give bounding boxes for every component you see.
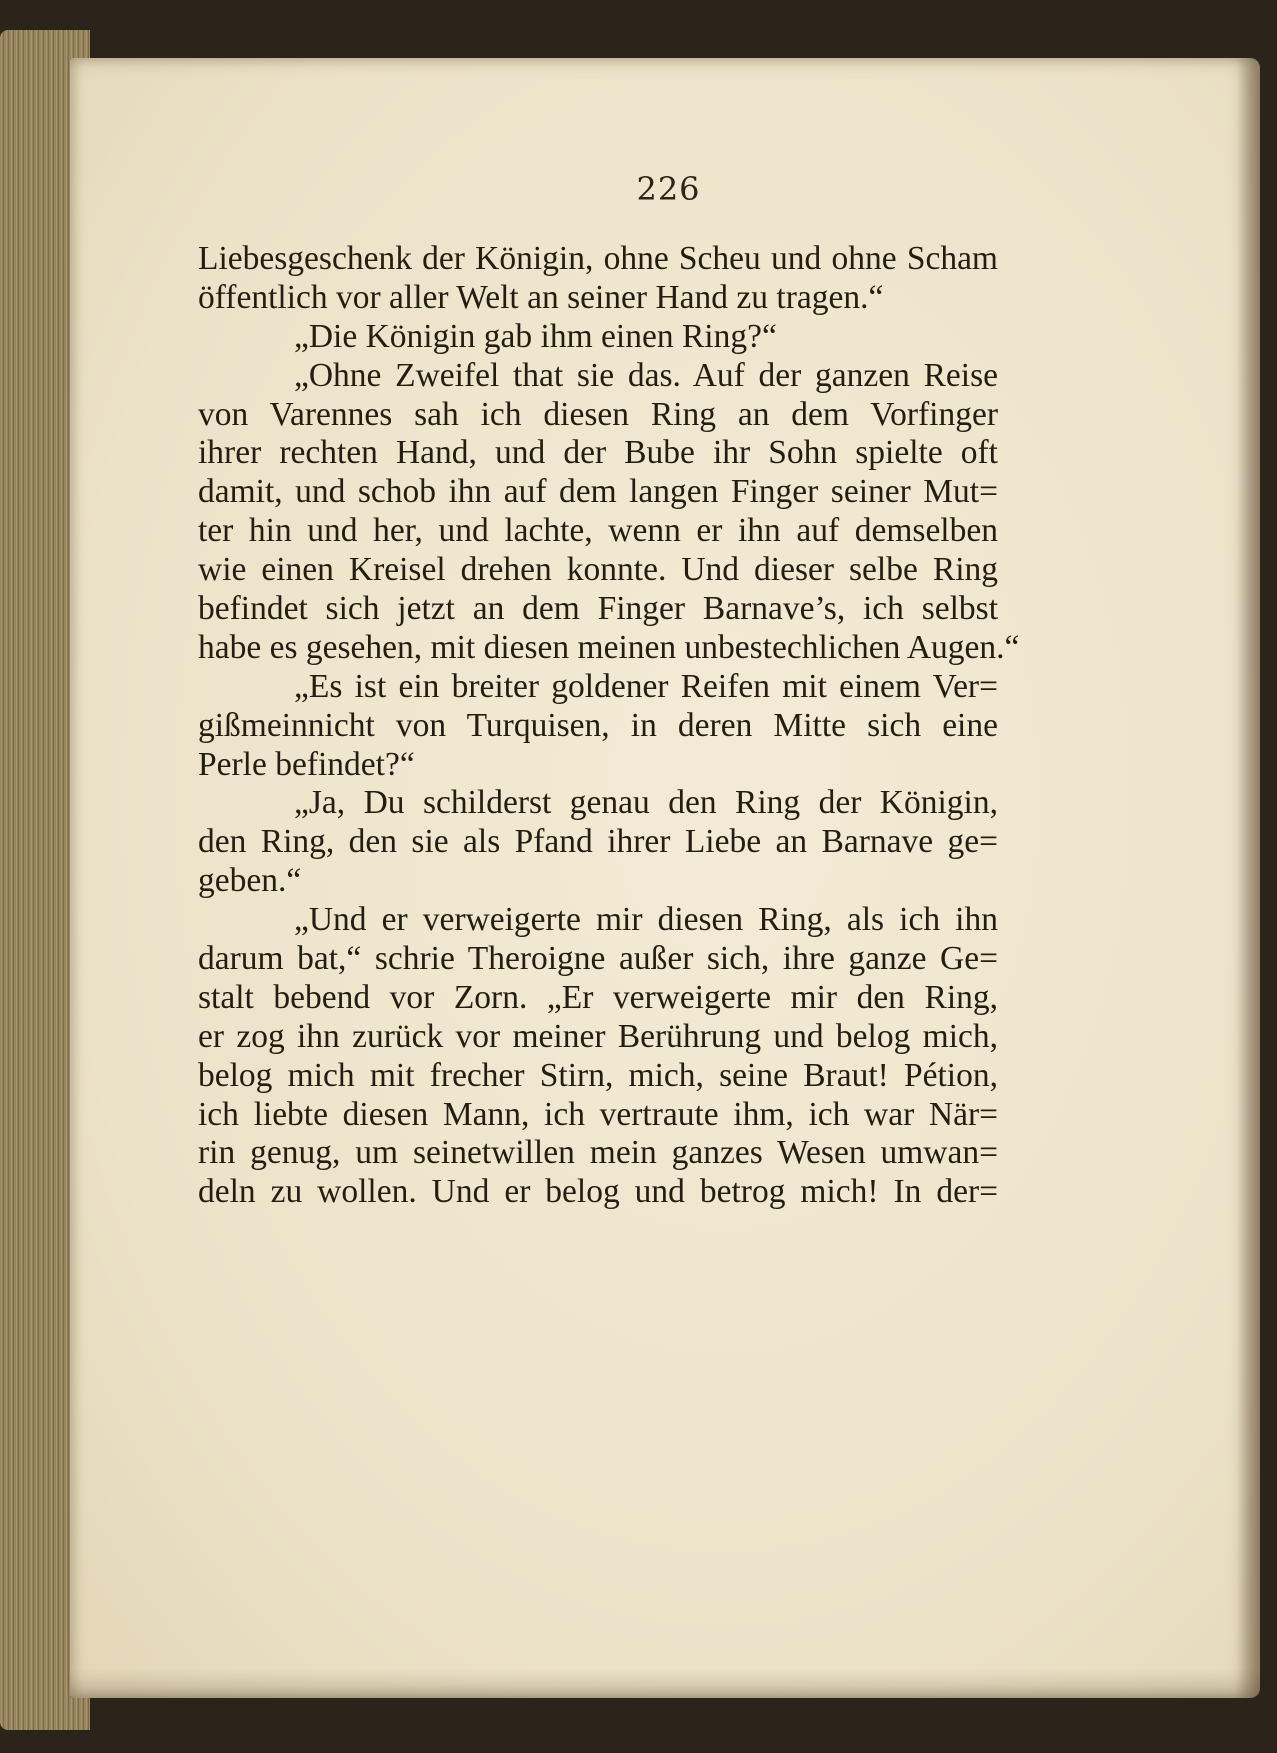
page-number: 226 [636,170,701,208]
text-line: Liebesgeschenk der Königin, ohne Scheu und ohne Scham [198,240,998,277]
text-line: von Varennes sah ich diesen Ring an dem Vorfinger [198,395,998,433]
text-line: „Die Königin gab ihm einen Ring?“ [294,317,777,355]
text-line: darum bat,“ schrie Theroigne außer sich, ihre ganze Ge= [198,940,998,978]
text-line: Perle befindet?“ [198,745,415,783]
text-line: er zog ihn zurück vor meiner Berührung und belog mich, [198,1017,998,1055]
text-line: gißmeinnicht von Turquisen, in deren Mitte sich eine [198,706,998,744]
text-line: öffentlich vor aller Welt an seiner Hand zu tragen.“ [198,278,884,316]
text-line: stalt bebend vor Zorn. „Er verweigerte mir den Ring, [198,978,998,1016]
text-line: ter hin und her, und lachte, wenn er ihn auf demselben [198,512,998,550]
text-line: wie einen Kreisel drehen konnte. Und dieser selbe Ring [198,551,998,589]
text-line: „Ja, Du schilderst genau den Ring der Königin, [294,784,998,822]
text-line: damit, und schob ihn auf dem langen Finger seiner Mut= [198,473,998,511]
text-line: ihrer rechten Hand, und der Bube ihr Sohn spielte oft [198,434,998,472]
bottom-shadow [70,1668,1260,1698]
body-text [198,240,1020,1212]
text-line: geben.“ [198,862,302,900]
text-line: rin genug, um seinetwillen mein ganzes Wesen umwan= [198,1134,998,1172]
text-line: den Ring, den sie als Pfand ihrer Liebe an Barnave ge= [198,823,998,861]
text-line: „Und er verweigerte mir diesen Ring, als ich ihn [294,901,998,939]
text-line: „Ohne Zweifel that sie das. Auf der ganzen Reise [294,356,998,394]
text-line: habe es gesehen, mit diesen meinen unbestechlichen Augen.“ [198,628,1020,666]
text-line: befindet sich jetzt an dem Finger Barnave’s, ich selbst [198,590,998,628]
text-line: deln zu wollen. Und er belog und betrog mich! In der= [198,1173,998,1211]
text-line: belog mich mit frecher Stirn, mich, seine Braut! Pétion, [198,1056,998,1094]
text-line: „Es ist ein breiter goldener Reifen mit einem Ver= [294,667,998,705]
text-line: ich liebte diesen Mann, ich vertraute ihm, ich war När= [198,1095,998,1133]
gutter-shadow [1236,58,1260,1698]
